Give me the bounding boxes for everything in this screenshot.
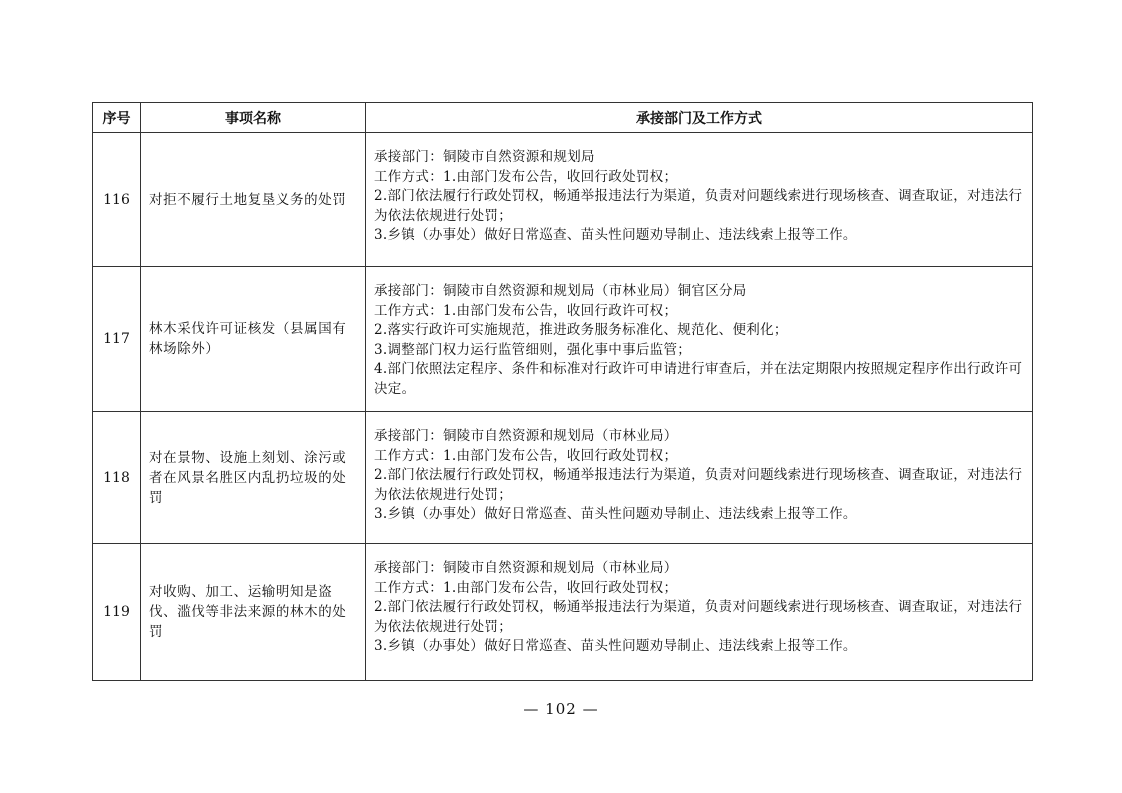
header-item-name: 事项名称 xyxy=(141,103,366,133)
row-item-name: 对拒不履行土地复垦义务的处罚 xyxy=(141,133,366,267)
row-serial-number: 116 xyxy=(93,133,141,267)
page-number: — 102 — xyxy=(523,700,599,718)
method-line: 2.部门依法履行行政处罚权，畅通举报违法行为渠道，负责对问题线索进行现场核查、调查取证，对违法行为依法依规进行处罚； xyxy=(374,188,1023,224)
table-header-row xyxy=(93,103,1033,133)
row-item-name: 对收购、加工、运输明知是盗伐、滥伐等非法来源的林木的处罚 xyxy=(141,544,366,681)
row-department-method xyxy=(366,412,1033,544)
method-line: 工作方式：1.由部门发布公告，收回行政处罚权； xyxy=(374,447,678,464)
row-serial-number: 119 xyxy=(93,544,141,681)
row-serial-number: 118 xyxy=(93,412,141,544)
table-row xyxy=(93,412,1033,544)
method-line: 3.乡镇（办事处）做好日常巡查、苗头性问题劝导制止、违法线索上报等工作。 xyxy=(374,638,857,654)
table-row xyxy=(93,544,1033,681)
table-row xyxy=(93,133,1033,267)
dept-line: 承接部门：铜陵市自然资源和规划局（市林业局） xyxy=(374,428,678,444)
method-line: 2.落实行政许可实施规范，推进政务服务标准化、规范化、便利化； xyxy=(374,322,788,338)
dept-line: 承接部门：铜陵市自然资源和规划局 xyxy=(374,149,595,165)
method-line: 3.乡镇（办事处）做好日常巡查、苗头性问题劝导制止、违法线索上报等工作。 xyxy=(374,227,857,243)
row-item-name: 对在景物、设施上刻划、涂污或者在风景名胜区内乱扔垃圾的处罚 xyxy=(141,412,366,544)
table-row xyxy=(93,267,1033,412)
method-line: 工作方式：1.由部门发布公告，收回行政处罚权； xyxy=(374,168,678,185)
header-serial-number: 序号 xyxy=(93,103,141,133)
method-line: 2.部门依法履行行政处罚权，畅通举报违法行为渠道，负责对问题线索进行现场核查、调查取证，对违法行为依法依规进行处罚； xyxy=(374,467,1023,503)
row-department-method xyxy=(366,133,1033,267)
method-line: 4.部门依照法定程序、条件和标准对行政许可申请进行审查后，并在法定期限内按照规定程序作出行政许可决定。 xyxy=(374,361,1023,397)
method-line: 工作方式：1.由部门发布公告，收回行政许可权； xyxy=(374,302,678,319)
method-line: 工作方式：1.由部门发布公告，收回行政处罚权； xyxy=(374,579,678,596)
items-table xyxy=(92,102,1033,681)
row-serial-number: 117 xyxy=(93,267,141,412)
header-department-and-method: 承接部门及工作方式 xyxy=(366,103,1033,133)
row-item-name: 林木采伐许可证核发（县属国有林场除外） xyxy=(141,267,366,412)
method-line: 3.乡镇（办事处）做好日常巡查、苗头性问题劝导制止、违法线索上报等工作。 xyxy=(374,506,857,522)
row-department-method xyxy=(366,544,1033,681)
method-line: 2.部门依法履行行政处罚权，畅通举报违法行为渠道，负责对问题线索进行现场核查、调查取证，对违法行为依法依规进行处罚； xyxy=(374,599,1023,635)
dept-line: 承接部门：铜陵市自然资源和规划局（市林业局）铜官区分局 xyxy=(374,283,747,299)
method-line: 3.调整部门权力运行监管细则，强化事中事后监管； xyxy=(374,341,692,358)
row-department-method xyxy=(366,267,1033,412)
dept-line: 承接部门：铜陵市自然资源和规划局（市林业局） xyxy=(374,560,678,576)
